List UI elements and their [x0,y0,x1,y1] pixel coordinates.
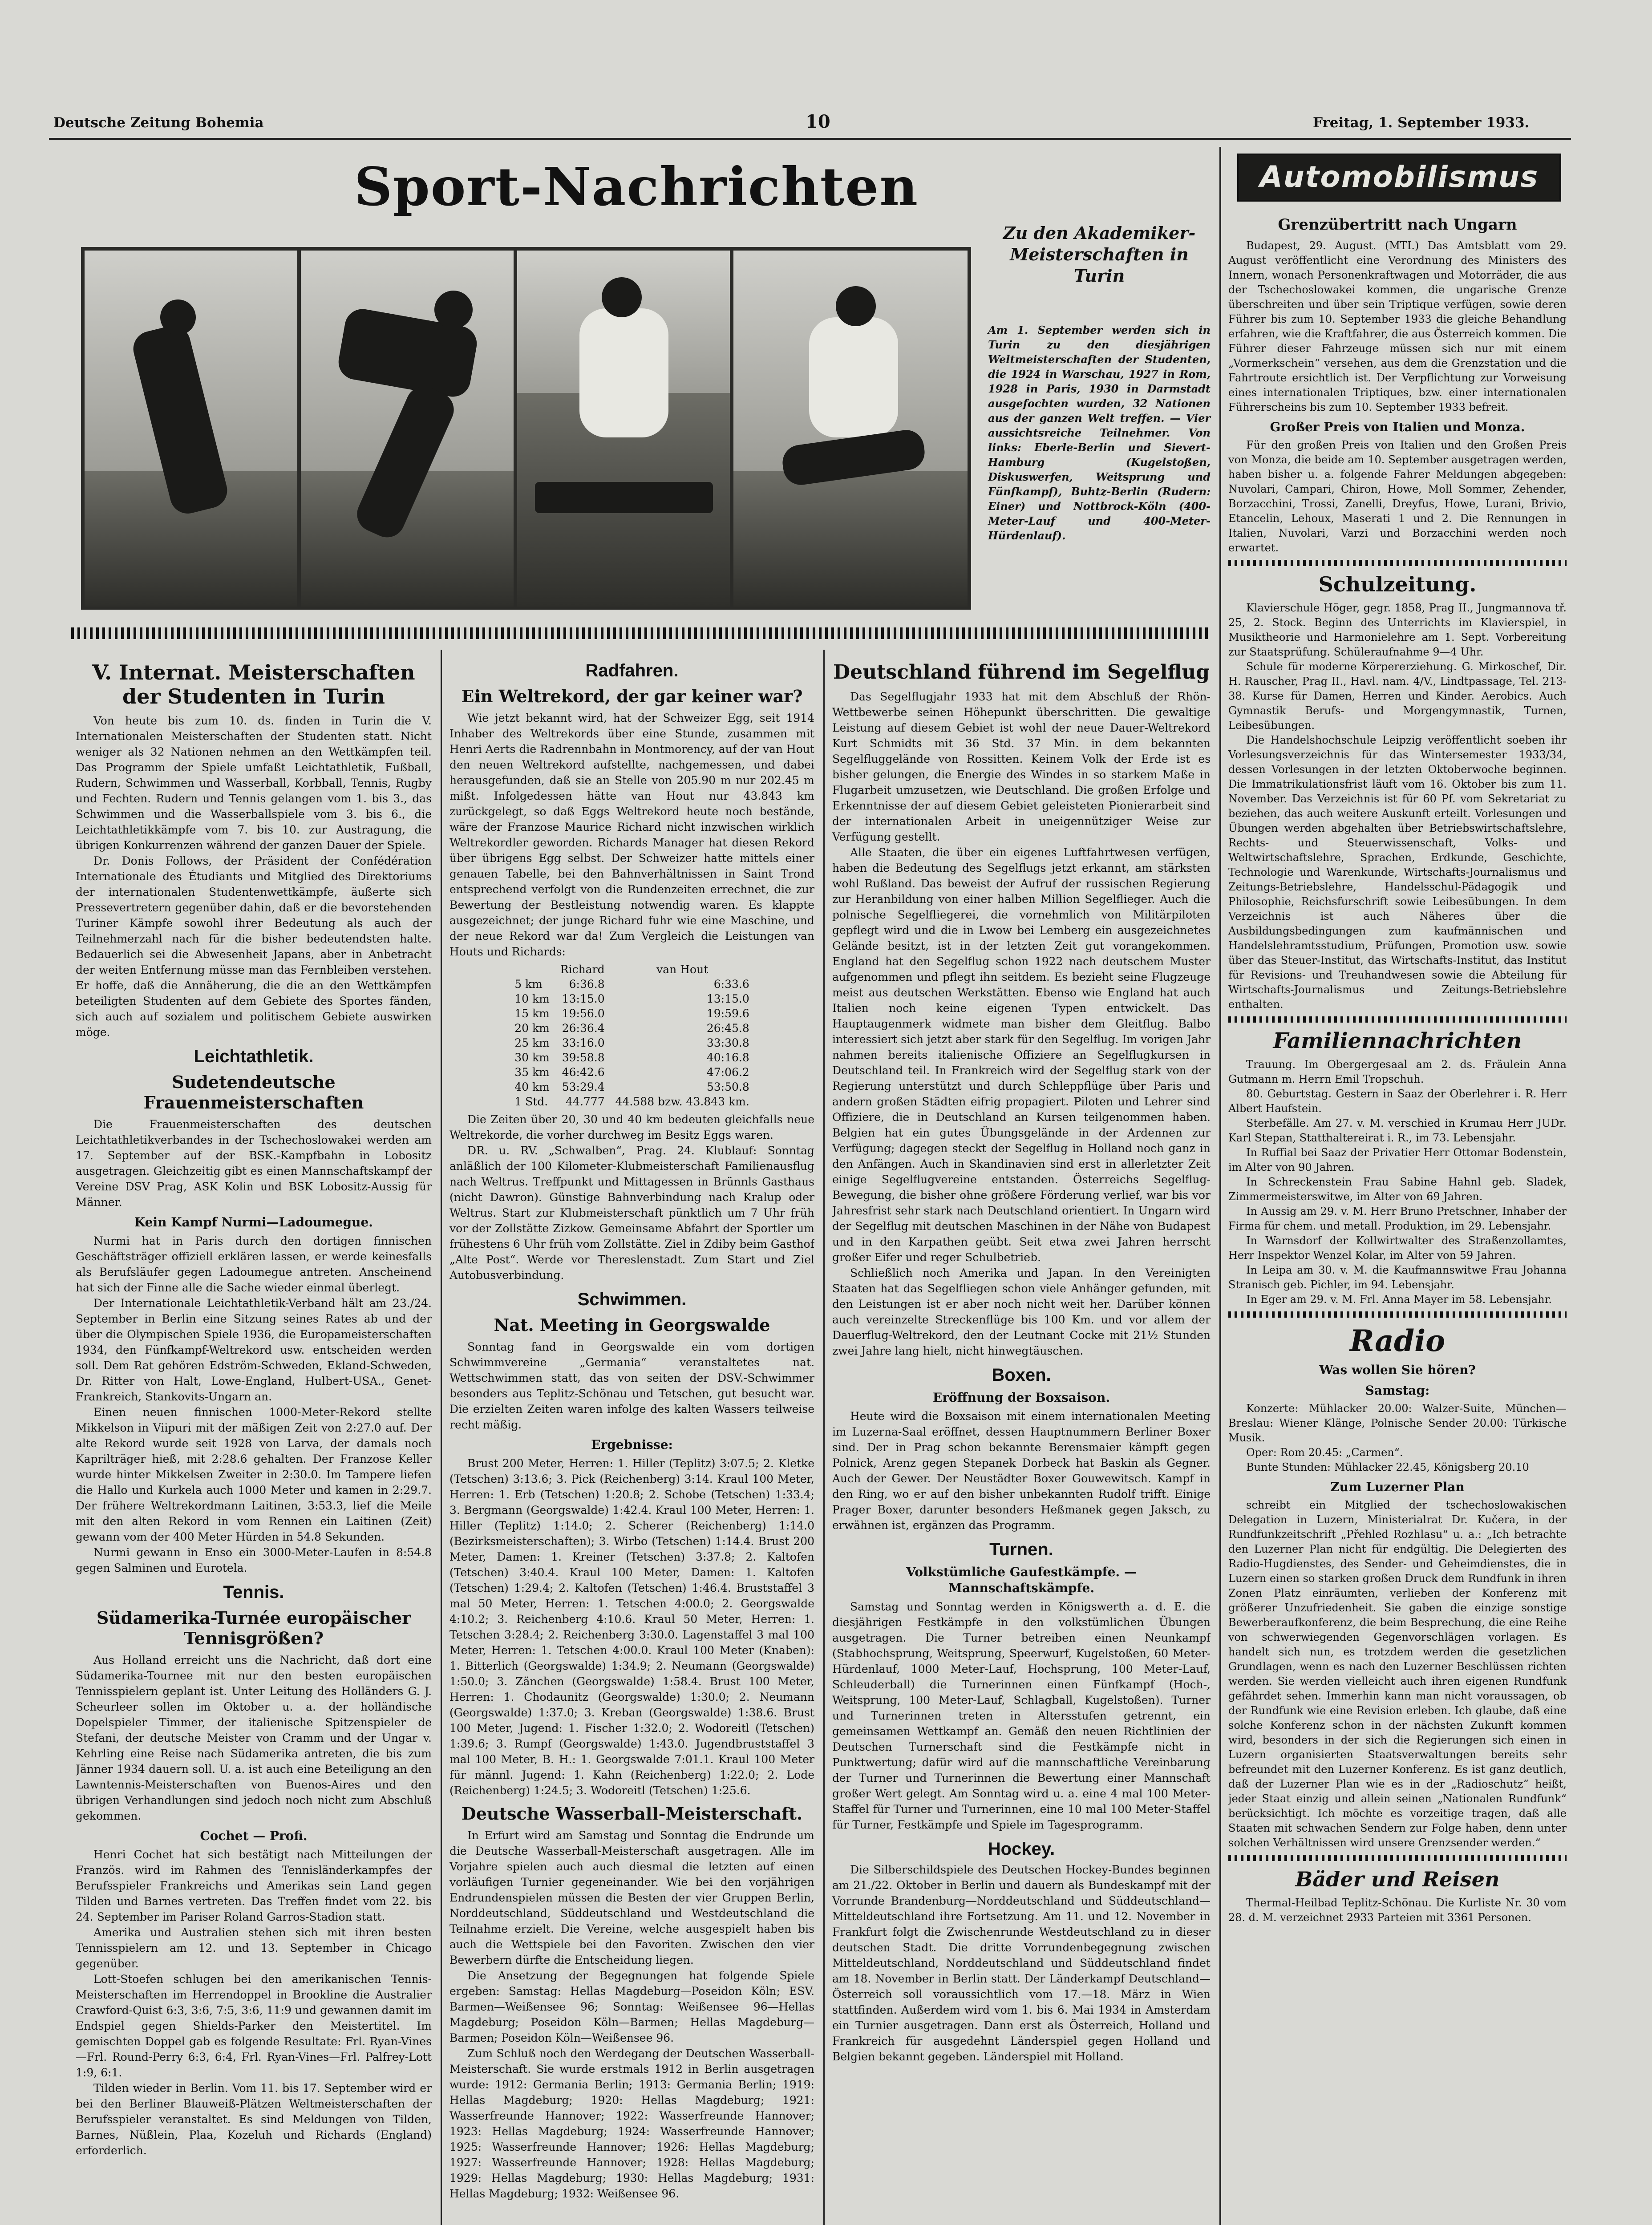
column-rule-auto [1219,147,1221,2225]
column-rule-1 [441,650,442,2225]
text-schwalben: DR. u. RV. „Schwalben“, Prag. 24. Klublauf: Sonntag anläßlich der 100 Kilometer-Klubmeisterschaft Familienausflug nach Weltrus. Treffpunkt und Mittagessen in Brünnls Gasthaus (nicht Dawron). Günstige Bahnverbindung nach Kralup oder Weltrus. Start zur Klubmeisterschaft pünktlich um 7 Uhr früh vor der Zollstätte Zizkow. Gemeinsame Abfahrt der Sportler um frühestens 6 Uhr früh vom Zollstätte. Ziel in Zdiby beim Gasthof „Alte Post“. Werde vor Thereslenstadt. Zum Start und Ziel Autobusverbindung. [449,1144,814,1282]
text-turnen: Samstag und Sonntag werden in Königswerth a. d. E. die diesjährigen Festkämpfe in den volkstümlichen Übungen ausgetragen. Die Turner betreiben einen Neunkampf (Stabhochsprung, Weitsprung, Speerwurf, Kugelstoßen, 60 Meter-Hürdenlauf, 1000 Meter-Lauf, Hochsprung, 100 Meter-Lauf, Schleuderball) die Turnerinnen einen Fünfkampf (Hoch-, Weitsprung, 100 Meter-Lauf, Schlagball, Kugelstoßen). Turner und Turnerinnen treten in Altersstufen getrennt, ein gemeinsamen Wettkampf an. Gemäß den neuen Richtlinien der Deutschen Turnerschaft sind die Festkämpfe nicht in Punktwertung; dafür wird auf die mannschaftliche Vereinbarung der Turner und Turnerinnen die Bewertung einer Mannschaft großer Wert gelegt. Am Sonntag wird u. a. eine 4 mal 100 Meter-Staffel für Turner und Turnerinnen, eine 10 mal 100 Meter-Staffel für Turner, Festkämpfe und Spiele im Tagesprogramm. [832,1600,1211,1831]
table-header-cell: Richard [560,963,605,976]
headline-grenzuebertritt: Grenzübertritt nach Ungarn [1278,216,1517,234]
athlete-photo-1 [85,251,297,607]
text-familie-9: In Eger am 29. v. M. Frl. Anna Mayer im 58. Lebensjahr. [1246,1293,1552,1306]
photo-caption-title: Zu den Akademiker-Meisterschaften in Turin [1003,223,1196,286]
photo-caption-text: Am 1. September werden sich in Turin zu den diesjährigen Weltmeisterschaften der Studenten, die 1924 in Warschau, 1927 in Rom, 1928 in Paris, 1930 in Darmstadt ausgefochten wurden, 32 Nationen aus der ganzen Welt treffen. — Vier aussichtsreiche Teilnehmer. Von links: Eberle-Berlin und Sievert-Hamburg (Kugelstoßen, Diskuswerfen, Weitsprung und Fünfkampf), Buhtz-Berlin (Rudern: Einer) und Nottbrock-Köln (400-Meter-Lauf und 400-Meter-Hürdenlauf). [988,324,1211,542]
text-frauen: Die Frauenmeisterschaften des deutschen Leichtathletikverbandes in der Tschechoslowakei werden am 17. September auf der BSK.-Kampfbahn in Lobositz ausgetragen. Gleichzeitig gibt es einen Mannschaftskampf der Vereine DSV Prag, ASK Kolin und BSK Lobositz-Aussig für Männer. [76,1118,432,1209]
column-segelflug [832,654,1211,2225]
headline-luzerner: Zum Luzerner Plan [1330,1480,1465,1494]
col4-separator-1 [1228,560,1567,566]
headline-hoeren: Was wollen Sie hören? [1319,1363,1476,1377]
text-iaaf: Der Internationale Leichtathletik-Verband hält am 23./24. September in Berlin eine Sitzung seines Rates ab und der über die Olympischen Spiele 1936, die Europameisterschaften 1934, den Fünfkampf-Weltrekord usw. entscheiden werden soll. Dem Rat gehören Edström-Schweden, Ekland-Schweden, Dr. Ritter von Halt, Lowe-England, Hulbert-USA., Genet-Frankreich, Stankovits-Ungarn an. [76,1297,432,1403]
headline-nurmi: Kein Kampf Nurmi—Ladoumegue. [134,1215,373,1230]
table-cell: 40 km [514,1080,550,1093]
text-weltrekord: Wie jetzt bekannt wird, hat der Schweizer Egg, seit 1914 Inhaber des Weltrekords über eine Stunde, zusammen mit Henri Aerts die Radrennbahn in Montmorency, auf der van Hout den neuen Weltrekord aufstellte, nachgemessen, und dabei herausgefunden, daß sie an Stelle von 205.90 m nur 202.45 m mißt. Infolgedessen hätte van Hout nur 43.843 km zurückgelegt, so daß Eggs Weltrekord heute noch bestände, wäre der Franzose Maurice Richard nicht inzwischen wirklich Weltrekordler geworden. Richards Manager hat diesen Rekord über übrigens Egg selbst. Der Schweizer hatte mittels einer genauen Tabelle, bei den Bahnverhältnissen in Saint Trond entsprechend verfolgt von die Rundenzeiten errechnet, die zur Bewertung der Bestleistung notwendig waren. Es klappte ausgezeichnet; der junge Richard fuhr wie eine Maschine, und der neue Rekord war da! Zum Vergleich die Leistungen van Houts und Richards: [449,712,814,958]
text-wasserball-1: In Erfurt wird am Samstag und Sonntag die Endrunde um die Deutsche Wasserball-Meisterschaft ausgetragen. Alle im Vorjahre spielen auch auch diesmal die letzten auf einen vorläufigen Turnier gegeneinander. Wie bei den vorjährigen Endrundenspielen müssen die Besten der vier Gruppen Berlin, Norddeutschland, Süddeutschland und Westdeutschland die Teilnahme erzielt. Die Vereine, welche ausgespielt haben bis auch die Wettspiele bei den Favoriten. Zwischen den vier Bewerbern dürfte die Entscheidung liegen. [449,1829,814,1966]
photo-strip [81,247,971,610]
headline-schulzeitung: Schulzeitung. [1318,572,1477,596]
text-baeder: Thermal-Heilbad Teplitz-Schönau. Die Kurliste Nr. 30 vom 28. d. M. verzeichnet 2933 Parteien mit 3361 Personen. [1228,1897,1567,1924]
headline-radio: Radio [1349,1323,1446,1358]
column-studenten [76,654,432,2225]
table-cell: 13:15.0 [562,992,605,1005]
headline-boxen: Boxen. [992,1365,1051,1385]
section-separator [71,627,1211,639]
table-cell: 5 km [514,978,543,991]
table-cell: 6:36.8 [569,978,605,991]
headline-leichtathletik: Leichtathletik. [194,1047,314,1066]
table-row [509,1006,755,1021]
text-studenten-1: Von heute bis zum 10. ds. finden in Turin die V. Internationalen Meisterschaften der Studenten statt. Nicht weniger als 32 Nationen nehmen an den Wettkämpfen teil. Das Programm der Spiele umfaßt Leichtathletik, Fußball, Rudern, Schwimmen und Wasserball, Korbball, Tennis, Rugby und Fechten. Rudern und Tennis gelangen vom 1. bis 3., das Schwimmen und die Wasserballspiele vom 3. bis 6., die Leichtathletikkämpfe vom 7. bis 10. zur Austragung, die übrigen Konkurrenzen während der ganzen Dauer der Spiele. [76,714,432,852]
table-cell: 10 km [514,992,550,1005]
sport-section-title: Sport-Nachrichten [354,156,919,218]
auto-banner-title: Automobilismus [1259,160,1539,194]
text-lott: Lott-Stoefen schlugen bei den amerikanischen Tennis-Meisterschaften im Herrendoppel in Brookline die Australier Crawford-Quist 6:3, 3:6, 7:5, 3:6, 11:9 und gewannen damit im Endspiel gegen Shields-Parker den Meistertitel. Im gemischten Doppel gab es folgende Resultate: Frl. Ryan-Vines—Frl. Round-Perry 6:3, 6:4, Frl. Ryan-Vines—Frl. Palfrey-Lott 1:9, 6:1. [76,1973,432,2079]
headline-samstag: Samstag: [1365,1383,1430,1398]
page-number: 10 [806,111,830,132]
text-grosser-preis: Für den großen Preis von Italien und den Großen Preis von Monza, die beide am 10. September ausgetragen werden, haben bisher u. a. folgende Fahrer Meldungen abgegeben: Nuvolari, Campari, Chiron, Howe, Moll Sommer, Zehender, Borzacchini, Trossi, Zanelli, Dreyfus, Howe, Lurani, Brivio, Etancelin, Lehoux, Maserati 1 und 2. Die Rennungen in Italien, Nuvolari, Varzi und Borzacchini werden noch erwartet. [1228,439,1567,554]
text-meeting: Sonntag fand in Georgswalde ein vom dortigen Schwimmvereine „Germania“ veranstaltetes nat. Wettschwimmen statt, das von seiten der DSV.-Schwimmer besonders aus Teplitz-Schönau und Tetschen, gut besucht war. Die erzielten Zeiten waren infolge des kalten Wassers teilweise recht mäßig. [449,1340,814,1431]
column-auto [1228,209,1567,2225]
text-suedamerika: Aus Holland erreicht uns die Nachricht, daß dort eine Südamerika-Tournee mit nur den besten europäischen Tennisspielern geplant ist. Unter Leitung des Holländers G. J. Scheurleer sollen im Oktober u. a. der holländische Dopelspieler Timmer, der italienische Spitzenspieler de Stefani, der deutsche Meister von Cramm und der Ungar v. Kehrling eine Reise nach Südamerika antreten, die bis zum Jänner 1934 dauern soll. U. a. ist auch eine Beteiligung an den Lawntennis-Meisterschaften von Buenos-Aires und den übrigen Verhandlungen sind jedoch noch nicht zum Abschluß gekommen. [76,1654,432,1822]
table-cell: 47:06.2 [706,1066,749,1079]
text-familie-6: In Aussig am 29. v. M. Herr Bruno Pretschner, Inhaber der Firma für chem. und metall. Produktion, im 29. Lebensjahr. [1228,1205,1567,1232]
issue-date: Freitag, 1. September 1933. [1313,115,1530,131]
headline-turnen: Turnen. [989,1540,1053,1559]
column-radfahren [449,654,814,2225]
table-cell: 44.588 bzw. 43.843 km. [615,1095,749,1108]
table-row [509,991,755,1006]
table-row [509,1021,755,1036]
text-segelflug-2: Alle Staaten, die über ein eigenes Luftfahrtwesen verfügen, haben die Bedeutung des Segelflugs jetzt erkannt, am stärksten wohl Rußland. Das beweist der Aufruf der russischen Regierung zur Heranbildung von einer halben Million Segelflieger. Auch die polnische Segelfliegerei, die vornehmlich von Militärpiloten gepflegt wird und die in Lwow bei Lemberg ein ausgezeichnetes Gelände besitzt, ist in der letzten Zeit gut vorangekommen. England hat den Segelflug schon 1922 nach deutschem Muster aufgenommen und pflegt ihn seitdem. Es bezieht seine Flugzeuge meist aus deutschen Werkstätten. Ebenso wie England hat auch Italien noch keine eigenen Typen entwickelt. Das Hauptaugenmerk widmete man bisher dem Gleitflug. Balbo interessiert sich jetzt aber stark für den Segelflug. Im vorigen Jahr nahmen bereits italienische Offiziere an Segelflugkursen in Deutschland teil. In Frankreich wird der Segelflug stark von der Regierung unterstützt und durch Schleppflüge über Paris und andern großen Städten eifrig propagiert. Piloten und Lehrer sind Offiziere, die in Deutschland an Kursen teilgenommen haben. Belgien hat ein gutes Übungsgelände in der Ardennen zur Verfügung; dagegen steckt der Segelflug in Holland noch ganz in den Anfängen. Auch in Skandinavien sind erst in allerletzter Zeit einige Segelflugvereine entstanden. Österreichs Segelflug-Bewegung, die bisher ohne größere Förderung verlief, war bis vor Jahresfrist sehr stark nach Deutschland orientiert. In Ungarn wird der Segelflug mit deutschen Maschinen in der Nähe von Budapest und in den Karpathen geübt. Seit etwa zwei Jahren herrscht großer Eifer und reger Schulbetrieb. [832,846,1211,1264]
table-cell: 40:16.8 [706,1051,749,1064]
text-wasserball-2: Die Ansetzung der Begegnungen hat folgende Spiele ergeben: Samstag: Hellas Magdeburg—Poseidon Köln; ESV. Barmen—Weißensee 96; Sonntag: Weißensee 96—Hellas Magdeburg; Poseidon Köln—Barmen; Hellas Magdeburg—Barmen; Poseidon Köln—Weißensee 96. [449,1969,814,2044]
table-row [509,977,755,991]
table-header-cell: van Hout [656,963,709,976]
table-cell: 15 km [514,1007,550,1020]
table-cell: 33:30.8 [706,1036,749,1049]
table-cell: 30 km [514,1051,550,1064]
text-wasserball-3: Zum Schluß noch den Werdegang der Deutschen Wasserball-Meisterschaft. Sie wurde erstmals 1912 in Berlin ausgetragen wurde: 1912: Germania Berlin; 1913: Germania Berlin; 1919: Hellas Magdeburg; 1920: Hellas Magdeburg; 1921: Wasserfreunde Hannover; 1922: Wasserfreunde Hannover; 1923: Hellas Magdeburg; 1924: Wasserfreunde Hannover; 1925: Wasserfreunde Hannover; 1926: Hellas Magdeburg; 1927: Wasserfreunde Hannover; 1928: Hellas Magdeburg; 1929: Hellas Magdeburg; 1930: Hellas Magdeburg; 1931: Hellas Magdeburg; 1932: Weißensee 96. [449,2047,814,2200]
table-cell: 33:16.0 [562,1036,605,1049]
headline-segelflug: Deutschland führend im Segelflug [833,661,1210,684]
table-cell: 26:45.8 [706,1022,749,1035]
text-familie-2: 80. Geburtstag. Gestern in Saaz der Oberlehrer i. R. Herr Albert Haufstein. [1228,1088,1567,1115]
text-boxen: Heute wird die Boxsaison mit einem internationalen Meeting im Luzerna-Saal eröffnet, dessen Hauptnummern Berliner Boxer sind. Der in Prag schon bekannte Berensmaier kämpft gegen Polnick, Arenz gegen Stepanek Dorbeck hat Baskin als Gegner. Auch der Gewer. Der Neustädter Boxer Gouwewitsch. Kampf in den Ring, wo er auf den bisher unbekannten Rudolf trifft. Einige Prager Boxer, darunter besonders Heßmanek gegen Jaksch, zu erwähnen ist, ergänzen das Programm. [832,1410,1211,1532]
table-row [509,1036,755,1050]
headline-ergebnisse: Ergebnisse: [591,1437,673,1452]
table-cell: 13:15.0 [706,992,749,1005]
table-cell: 6:33.6 [713,978,749,991]
column-rule-2 [823,650,825,2225]
headline-tennis: Tennis. [223,1582,284,1602]
headline-radfahren: Radfahren. [585,661,679,680]
headline-wasserball: Deutsche Wasserball-Meisterschaft. [461,1804,803,1824]
text-weltrekord-2: Die Zeiten über 20, 30 und 40 km bedeuten gleichfalls neue Weltrekorde, die vorher durchweg im Besitz Eggs waren. [449,1113,814,1141]
text-schule-3: Die Handelshochschule Leipzig veröffentlicht soeben ihr Vorlesungsverzeichnis für das Wintersemester 1933/34, dessen Vorlesungen in der letzten Oktoberwoche beginnen. Die Immatrikulationsfrist läuft vom 16. Oktober bis zum 11. November. Das Verzeichnis ist für 60 Pf. vom Sekretariat zu beziehen, das auch weitere Auskunft erteilt. Vorlesungen und Übungen werden abgehalten über Betriebswirtschaftslehre, Rechts- und Steuerwissenschaft, Volks- und Weltwirtschaftslehre, Sprachen, Erdkunde, Geschichte, Technologie und Warenkunde, Wirtschafts-Journalismus und Zeitungs-Betriebslehre, Handelsschul-Pädagogik und Philosophie, Reichsfurschrift sowie Leibesübungen. In dem Verzeichnis ist auch Näheres über die Ausbildungsbedingungen zum kaufmännischen und Handelslehramtsstudium, Prüfungen, Promotion usw. sowie über das Steuer-Institut, das Wirtschafts-Institut, das Institut für Revisions- und Treuhandwesen sowie die Abteilung für Wirtschafts-Journalismus und Zeitungs-Betriebslehre enthalten. [1228,734,1567,1011]
table-header-row [509,962,755,977]
headline-studenten: V. Internat. Meisterschaften der Studenten in Turin [92,660,415,708]
table-header-cell [509,962,555,977]
text-schule-2: Schule für moderne Körpererziehung. G. Mirkoschef, Dir. H. Rauscher, Prag II., Havl. nam. 4/V., Lindtpassage, Tel. 213-38. Kurse für Damen, Herren und Kinder. Aerobics. Auch Gymnastik Berufs- und Morgengymnastik, Turnen, Leibesübungen. [1228,660,1567,732]
athlete-photo-2 [301,251,514,607]
table-row [509,1065,755,1080]
table-cell: 53:29.4 [562,1080,605,1093]
table-row [509,1094,755,1109]
table-cell: 26:36.4 [562,1022,605,1035]
headline-baeder: Bäder und Reisen [1295,1867,1500,1891]
text-familie-5: In Schreckenstein Frau Sabine Hahnl geb. Sladek, Zimmermeisterswitwe, im Alter von 69 Jahren. [1228,1176,1567,1203]
headline-schwimmen: Schwimmen. [577,1290,687,1309]
text-studenten-2: Dr. Donis Follows, der Präsident der Confédération Internationale des Étudiants und Mitglied des Direktoriums der internationalen Studentenwettkämpfe, äußerte sich Pressevertretern gegenüber dahin, daß er die bevorstehenden Turiner Kämpfe sowohl ihrer Bedeutung als auch der Teilnehmerzahl nach für die bisher bedeutendsten halte. Bedauerlich sei die Abwesenheit Japans, aber in Anbetracht der weiten Entfernung müsse man das Fernbleiben verstehen. Er hoffe, daß die Annäherung, die die an den Wettkämpfen beteiligten Studenten auf dem Gebiete des Sportes fänden, sich auch auf sozialem und politischem Gebiete auswirken möge. [76,854,432,1039]
headline-suedamerika: Südamerika-Turnée europäischer Tennisgrößen? [96,1608,411,1648]
table-cell: 19:56.0 [562,1007,605,1020]
text-familie-8: In Leipa am 30. v. M. die Kaufmannswitwe Frau Johanna Stranisch geb. Pichler, im 94. Lebensjahr. [1228,1264,1567,1291]
headline-familie: Familiennachrichten [1273,1028,1522,1053]
text-familie-4: In Ruffial bei Saaz der Privatier Herr Ottomar Bodenstein, im Alter von 90 Jahren. [1228,1146,1567,1173]
text-segelflug-1: Das Segelflugjahr 1933 hat mit dem Abschluß der Rhön-Wettbewerbe seinen Höhepunkt überschritten. Die gewaltige Leistung auf diesem Gebiet ist wohl der neue Dauer-Weltrekord Kurt Schmidts mit 36 Std. 37 Min. in dem bekannten Segelfluggelände von Rossitten. Keinem Volk der Erde ist es bisher gelungen, die Energie des Windes in so starkem Maße in Flugarbeit umzusetzen, wie Deutschland. Die großen Erfolge und Erkenntnisse der auf diesem Gebiet geleisteten Pionierarbeit sind der internationalen Arbeit in uneigennütziger Weise zur Verfügung gestellt. [832,690,1211,843]
header-rule [49,138,1571,140]
headline-hockey: Hockey. [988,1839,1055,1859]
col4-separator-2 [1228,1016,1567,1023]
table-cell: 46:42.6 [562,1066,605,1079]
masthead-paper: Deutsche Zeitung Bohemia [53,115,264,131]
headline-boxsaison: Eröffnung der Boxsaison. [932,1390,1110,1405]
table-cell: 1 Std. [514,1095,548,1108]
headline-meeting: Nat. Meeting in Georgswalde [494,1315,770,1335]
text-segelflug-3: Schließlich noch Amerika und Japan. In den Vereinigten Staaten hat das Segelfliegen schon viele Anhänger gefunden, mit den Leistungen ist er aber noch nicht weit her. Darüber können auch vereinzelte Streckenflüge bis 100 Km. und vor allem der Dauerflug-Weltrekord, den der Leutnant Cocke mit 21½ Stunden zwei Jahre lang hielt, nicht hinwegtäuschen. [832,1266,1211,1357]
auto-banner [1237,154,1561,202]
text-schule-1: Klavierschule Höger, gegr. 1858, Prag II., Jungmannova tř. 25, 2. Stock. Beginn des Unterrichts im Klavierspiel, in Musiktheorie und Harmonielehre am 1. Sept. Vorbereitung zur Staatsprüfung. Schüleraufnahme 9—4 Uhr. [1228,602,1567,658]
headline-gaufest: Volkstümliche Gaufestkämpfe. — Mannschaftskämpfe. [906,1565,1137,1595]
headline-frauen: Sudetendeutsche Frauenmeisterschaften [143,1072,364,1112]
athlete-photo-4 [733,251,968,607]
text-konzerte: Konzerte: Mühlacker 20.00: Walzer-Suite, München—Breslau: Wiener Klänge, Polnische Sender 20.00: Türkische Musik. [1228,1402,1567,1444]
table-cell: 53:50.8 [706,1080,749,1093]
table-cell: 25 km [514,1036,550,1049]
text-familie-3: Sterbefälle. Am 27. v. M. verschied in Krumau Herr JUDr. Karl Stepan, Statthaltereirat i. R., im 73. Lebensjahr. [1228,1117,1567,1144]
headline-grosser-preis: Großer Preis von Italien und Monza. [1270,420,1525,434]
table-row [509,1080,755,1094]
text-grenzuebertritt: Budapest, 29. August. (MTI.) Das Amtsblatt vom 29. August veröffentlicht eine Verordnung des Ministers des Innern, wonach Personenkraftwagen und Motorräder, die aus der Tschechoslowakei kommen, die ungarische Grenze überschreiten und über sein Triptique verfügen, sowie deren Führer bis zum 10. September 1933 die gleiche Behandlung erfahren, wie die Kraftfahrer, die aus Österreich kommen. Die Führer dieser Fahrzeuge müssen sich nur mit einem „Vormerkschein“ versehen, aus dem die Grenzstation und die Fahrtroute ersichtlich ist. Der Verpflichtung zur Vorweisung eines internationalen Triptiques, bzw. einer internationalen Führerscheins bis zum 10. September 1933 befreit. [1228,239,1567,413]
table-cell: 39:58.8 [562,1051,605,1064]
text-oper: Oper: Rom 20.45: „Carmen“. [1246,1446,1403,1459]
headline-cochet: Cochet — Profi. [200,1829,308,1843]
text-familie-7: In Warnsdorf der Kollwirtwalter des Straßenzollamtes, Herr Inspektor Wenzel Kolar, im Alter von 59 Jahren. [1228,1234,1567,1262]
col4-separator-3 [1228,1311,1567,1318]
text-amerika: Amerika und Australien stehen sich mit ihren besten Tennisspielern am 12. und 13. September in Chicago gegenüber. [76,1926,432,1970]
text-rekord: Einen neuen finnischen 1000-Meter-Rekord stellte Mikkelson in Viipuri mit der mäßigen Zeit von 2:27.0 auf. Der alte Rekord wurde seit 1928 von Larva, der damals noch Kaprilträger hieß, mit 2:28.6 gehalten. Der Franzose Keller wurde hinter Mikkelsen Zweiter in 2:30.0. Im Tampere liefen die Hallo und Kurkela auch 1000 Meter und kamen in 2:29.7. Der frühere Weltrekordmann Laitinen, 3:53.3, lief die Meile mit den alten Rekord in vom Rennen ein Laitinen (Zeit) gewann vom der 400 Meter Hürden in 54.8 Sekunden. [76,1406,432,1543]
table-cell: 35 km [514,1066,550,1079]
table-cell: 19:59.6 [706,1007,749,1020]
text-familie-1: Trauung. Im Obergergesaal am 2. ds. Fräulein Anna Gutmann m. Herrn Emil Tropschuh. [1228,1058,1567,1085]
text-luzerner: schreibt ein Mitglied der tschechoslowakischen Delegation in Luzern, Ministerialrat Dr. Kučera, in der Rundfunkzeitschrift „Přehled Rozhlasu“ u. a.: „Ich betrachte den Luzerner Plan nicht für endgültig. Die Delegierten des Radio-Hugdienstes, des Sender- und Geheimdienstes, die in Luzern einen so starken großen Druck dem Rundfunk in ihren Zonen Platz einräumten, verlieben der Konferenz mit größerer Unzufriedenheit. Sie gaben die einzige sonstige Bewerberaufkonferenz, die beim Besprechung, die eine Reihe von schwerwiegenden Gegenvorschlägen vorlagen. Es handelt sich nun, es trotzdem werden die gesetzlichen Grundlagen, wenn es nach den Luzerner Beschlüssen richten werden. Sie werden vielleicht auch ihren eigenen Rundfunk gefährdet sehen. Immerhin kann man nicht voraussagen, ob der Rundfunk wie eine Revision erleben. Ich glaube, daß eine solche Konferenz schon in der nächsten Zukunft kommen wird, besonders in der sich die Regierungen sich einen in Luzern organisierten Staatsverwaltungen bereits sehr befreundet mit den Luzerner Konferenz. Es ist ganz deutlich, daß der Luzerner Plan wie es in der „Radioschutz“ heißt, jeder Staat einzig und allein seinen „Nationalen Rundfunk“ berücksichtigt. Ich möchte es vorzeitige tragen, daß alle Staaten mit schwachen Sendern zur Folge haben, denn unter solchen Verhältnissen wird unsere Grenzsender werden.“ [1228,1499,1567,1849]
text-nurmi-1: Nurmi hat in Paris durch den dortigen finnischen Geschäftsträger offiziell erklären lassen, er werde keinesfalls als Berufsläufer gegen Ladoumegue antreten. Anscheinend hat sich der Finne alle die Sache wieder einmal überlegt. [76,1234,432,1294]
text-bunte: Bunte Stunden: Mühlacker 22.45, Königsberg 20.10 [1246,1461,1529,1473]
rekord-table [509,962,755,1109]
text-ergebnisse: Brust 200 Meter, Herren: 1. Hiller (Teplitz) 3:07.5; 2. Kletke (Tetschen) 3:13.6; 3. Pick (Reichenberg) 3:14. Kraul 100 Meter, Herren: 1. Erb (Tetschen) 1:20.8; 2. Schobe (Tetschen) 1:33.4; 3. Bergmann (Georgswalde) 1:42.4. Kraul 100 Meter, Herren: 1. Hiller (Teplitz) 1:14.0; 2. Scherer (Reichenberg) 1:14.0 (Bezirksmeisterschaften); 3. Wirbo (Tetschen) 1:14.4. Brust 200 Meter, Damen: 1. Kreiner (Tetschen) 3:37.8; 2. Kaltofen (Tetschen) 3:40.4. Kraul 100 Meter, Damen: 1. Kaltofen (Tetschen) 1:29.4; 2. Kaltofen (Tetschen) 1:46.4. Bruststaffel 3 mal 50 Meter, Herren: 1. Tetschen 4:00.0; 2. Georgswalde 4:10.2; 3. Reichenberg 4:10.6. Kraul 50 Meter, Herren: 1. Tetschen 3:28.4; 2. Reichenberg 3:30.0. Lagenstaffel 3 mal 100 Meter, Herren: 1. Tetschen 4:00.0. Kraul 100 Meter (Knaben): 1. Bitterlich (Georgswalde) 1:34.9; 2. Neumann (Georgswalde) 1:50.0; 3. Zänchen (Georgswalde) 1:58.4. Brust 100 Meter, Herren: 1. Chodaunitz (Georgswalde) 1:30.0; 2. Neumann (Georgswalde) 1:37.0; 3. Kreban (Georgswalde) 1:38.6. Brust 100 Meter, Jugend: 1. Fischer 1:32.0; 2. Wodoreitl (Tetschen) 1:39.6; 3. Rumpf (Georgswalde) 1:43.0. Jugendbruststaffel 3 mal 100 Meter, B. H.: 1. Georgswalde 7:01.1. Kraul 100 Meter für männl. Jugend: 1. Kahn (Reichenberg) 1:22.0; 2. Lode (Reichenberg) 1:24.5; 3. Wodoreitl (Tetschen) 1:25.6. [449,1457,814,1797]
text-cochet: Henri Cochet hat sich bestätigt nach Mitteilungen der Französ. wird im Rahmen des Tennisländerkampfes der Berufsspieler Frankreichs und Amerikas sein Land gegen Tilden und Barnes vertreten. Das Treffen findet vom 22. bis 24. September im Pariser Roland Garros-Stadion statt. [76,1848,432,1923]
athlete-photo-3 [517,251,730,607]
text-tilden: Tilden wieder in Berlin. Vom 11. bis 17. September wird er bei den Berliner Blauweiß-Plätzen Weltmeisterschaften der Berufsspieler veranstaltet. Es sind Meldungen von Tilden, Barnes, Nüßlein, Plaa, Kozeluh und Richards (England) erforderlich. [76,2082,432,2157]
text-nurmi-2: Nurmi gewann in Enso ein 3000-Meter-Laufen in 8:54.8 gegen Salminen und Eurotela. [76,1546,432,1574]
text-hockey: Die Silberschildspiele des Deutschen Hockey-Bundes beginnen am 21./22. Oktober in Berlin und dauern als Bundeskampf mit der Vorrunde Brandenburg—Norddeutschland und Süddeutschland—Mitteldeutschland ihre Fortsetzung. Am 11. und 12. November in Frankfurt folgt die Zwischenrunde Westdeutschland zu in dieser deutschen Stadt. Die dritte Vorrundenbegegnung zwischen Mitteldeutschland, Norddeutschland und Süddeutschland findet am 18. November in Berlin statt. Der Länderkampf Deutschland—Österreich soll voraussichtlich vom 17.—18. März in Wien stattfinden. Außerdem wird vom 1. bis 6. Mai 1934 in Amsterdam ein Turnier ausgetragen. Dann erst als Österreich, Holland und Frankreich für ausgedehnt Länderspiel gegen Holland und Belgien bekannt gegeben. Länderspiel mit Holland. [832,1863,1211,2063]
table-row [509,1050,755,1065]
col4-separator-4 [1228,1855,1567,1861]
headline-weltrekord: Ein Weltrekord, der gar keiner war? [461,686,803,706]
table-cell: 20 km [514,1022,550,1035]
table-cell: 44.777 [566,1095,605,1108]
